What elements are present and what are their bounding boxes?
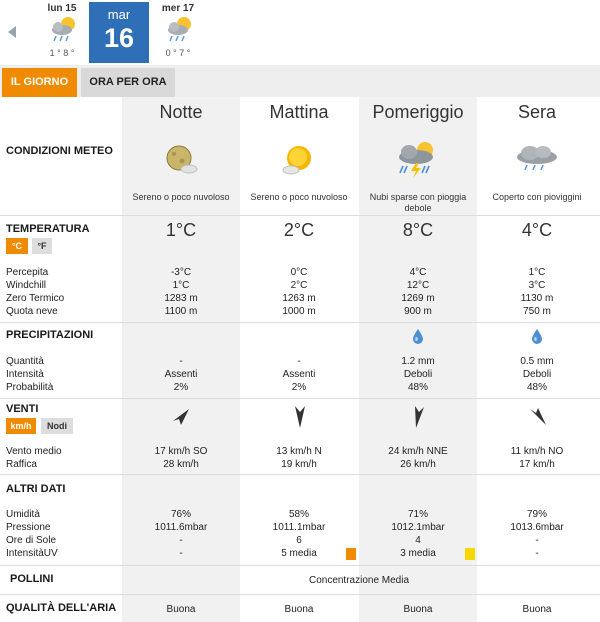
sun-thunder-rain-icon xyxy=(392,139,444,179)
day-label: mar xyxy=(107,7,131,22)
temperature-value: 2°C xyxy=(283,220,315,240)
row-value: 1013.6mbar xyxy=(510,522,564,533)
wind-direction-arrow-icon xyxy=(289,404,311,430)
row-label: Probabilità xyxy=(6,382,54,393)
row-value: 76% xyxy=(170,509,191,520)
day-label: mer 17 xyxy=(161,3,195,14)
other-data-title: ALTRI DATI xyxy=(6,483,66,495)
row-label: Intensità xyxy=(6,369,44,380)
row-value: 1°C xyxy=(172,280,190,291)
day-monday[interactable] xyxy=(34,0,90,64)
row-value: - xyxy=(179,356,183,367)
row-label: IntensitàUV xyxy=(6,548,58,559)
row-value: 2°C xyxy=(290,280,308,291)
view-tabs xyxy=(0,65,600,97)
row-value: 28 km/h xyxy=(163,459,199,470)
day-strip xyxy=(0,0,600,64)
conditions-title: CONDIZIONI METEO xyxy=(6,145,113,157)
divider xyxy=(0,565,600,566)
sun-cloud-rain-icon xyxy=(48,14,80,44)
row-label: Quota neve xyxy=(6,306,58,317)
uv-level-indicator xyxy=(465,548,475,560)
pollen-value: Concentrazione Media xyxy=(308,575,410,586)
period-header: Pomeriggio xyxy=(372,102,464,122)
row-value: 1100 m xyxy=(164,306,198,317)
row-value: 3 media xyxy=(400,548,436,559)
row-value: Deboli xyxy=(522,369,552,380)
row-value: 26 km/h xyxy=(400,459,436,470)
row-value: 2% xyxy=(173,382,189,393)
unit-celsius-button[interactable]: °C xyxy=(6,238,28,254)
row-value: - xyxy=(535,535,539,546)
period-header: Notte xyxy=(159,102,203,122)
period-header: Mattina xyxy=(269,102,329,122)
air-quality-value: Buona xyxy=(403,604,433,615)
air-quality-value: Buona xyxy=(284,604,314,615)
row-value: 79% xyxy=(526,509,547,520)
row-value: - xyxy=(179,548,183,559)
uv-level-indicator xyxy=(346,548,356,560)
moon-partly-cloudy-icon xyxy=(163,143,199,177)
unit-fahrenheit-button[interactable]: °F xyxy=(32,238,52,254)
air-quality-value: Buona xyxy=(166,604,196,615)
day-wednesday[interactable] xyxy=(150,0,206,64)
divider xyxy=(0,594,600,595)
row-value: 48% xyxy=(526,382,547,393)
raindrop-icon xyxy=(531,328,543,345)
row-value: 1269 m xyxy=(401,293,435,304)
condition-description: Coperto con pioviggini xyxy=(492,192,582,202)
row-label: Pressione xyxy=(6,522,51,533)
row-value: 0.5 mm xyxy=(520,356,554,367)
row-value: 1012.1mbar xyxy=(391,522,445,533)
row-value: 4 xyxy=(415,535,421,546)
tab-day[interactable]: IL GIORNO xyxy=(2,68,77,97)
forecast-table xyxy=(0,97,600,622)
wind-direction-arrow-icon xyxy=(527,405,549,429)
condition-description: Sereno o poco nuvoloso xyxy=(132,192,230,202)
unit-knots-button[interactable]: Nodi xyxy=(41,418,73,434)
row-value: 900 m xyxy=(404,306,432,317)
row-value: 750 m xyxy=(523,306,551,317)
condition-description: Sereno o poco nuvoloso xyxy=(250,192,348,202)
condition-description: Nubi sparse con pioggia debole xyxy=(369,192,467,213)
row-value: 13 km/h N xyxy=(276,446,322,457)
row-value: 48% xyxy=(407,382,428,393)
row-value: 19 km/h xyxy=(281,459,317,470)
day-tuesday-selected[interactable] xyxy=(89,2,149,63)
row-value: 17 km/h SO xyxy=(154,446,208,457)
row-value: 6 xyxy=(296,535,302,546)
row-value: 1000 m xyxy=(282,306,316,317)
unit-kmh-button[interactable]: km/h xyxy=(6,418,36,434)
row-value: 24 km/h NNE xyxy=(388,446,448,457)
row-value: 0°C xyxy=(290,267,308,278)
row-value: Deboli xyxy=(403,369,433,380)
row-value: 3°C xyxy=(528,280,546,291)
row-value: 12°C xyxy=(406,280,430,291)
temperature-value: 4°C xyxy=(521,220,553,240)
row-value: - xyxy=(179,535,183,546)
row-value: -3°C xyxy=(170,267,192,278)
sun-cloud-rain-icon xyxy=(164,14,196,44)
row-label: Percepita xyxy=(6,267,49,278)
row-value: 1.2 mm xyxy=(401,356,435,367)
wind-direction-arrow-icon xyxy=(408,404,430,430)
pollen-title: POLLINI xyxy=(10,573,54,585)
temperature-title: TEMPERATURA xyxy=(6,223,90,235)
divider xyxy=(0,474,600,475)
row-value: Assenti xyxy=(282,369,316,380)
raindrop-icon xyxy=(412,328,424,345)
row-label: Zero Termico xyxy=(6,293,65,304)
day-temperatures: 0 ° 7 ° xyxy=(165,48,191,58)
row-value: 1283 m xyxy=(164,293,198,304)
row-value: 2% xyxy=(291,382,307,393)
day-number: 16 xyxy=(103,23,135,53)
wind-title: VENTI xyxy=(6,403,39,415)
air-quality-title: QUALITÀ DELL'ARIA xyxy=(6,602,117,614)
wind-direction-arrow-icon xyxy=(170,405,192,429)
day-label: lun 15 xyxy=(47,3,77,14)
precipitation-title: PRECIPITAZIONI xyxy=(6,329,94,341)
row-value: 1011.6mbar xyxy=(154,522,208,533)
tab-hourly[interactable]: ORA PER ORA xyxy=(81,68,175,97)
temperature-value: 8°C xyxy=(402,220,434,240)
divider xyxy=(0,215,600,216)
row-value: 58% xyxy=(288,509,309,520)
row-value: 4°C xyxy=(409,267,427,278)
previous-day-arrow-icon[interactable] xyxy=(8,26,16,38)
row-label: Raffica xyxy=(6,459,37,470)
cloudy-drizzle-icon xyxy=(511,143,563,177)
sun-partly-cloudy-icon xyxy=(281,143,317,177)
row-value: - xyxy=(297,356,301,367)
row-value: 11 km/h NO xyxy=(510,446,564,457)
row-label: Vento medio xyxy=(6,446,62,457)
row-value: 1°C xyxy=(528,267,546,278)
row-label: Umidità xyxy=(6,509,40,520)
row-value: Assenti xyxy=(164,369,198,380)
row-label: Quantità xyxy=(6,356,44,367)
row-value: 1130 m xyxy=(520,293,554,304)
row-value: - xyxy=(535,548,539,559)
row-label: Windchill xyxy=(6,280,47,291)
air-quality-value: Buona xyxy=(522,604,552,615)
day-temperatures: 1 ° 8 ° xyxy=(49,48,75,58)
period-header: Sera xyxy=(517,102,557,122)
row-value: 17 km/h xyxy=(519,459,555,470)
row-label: Ore di Sole xyxy=(6,535,57,546)
row-value: 5 media xyxy=(281,548,317,559)
temperature-value: 1°C xyxy=(165,220,197,240)
divider xyxy=(0,322,600,323)
row-value: 71% xyxy=(407,509,428,520)
row-value: 1011.1mbar xyxy=(272,522,326,533)
divider xyxy=(0,398,600,399)
row-value: 1263 m xyxy=(282,293,316,304)
